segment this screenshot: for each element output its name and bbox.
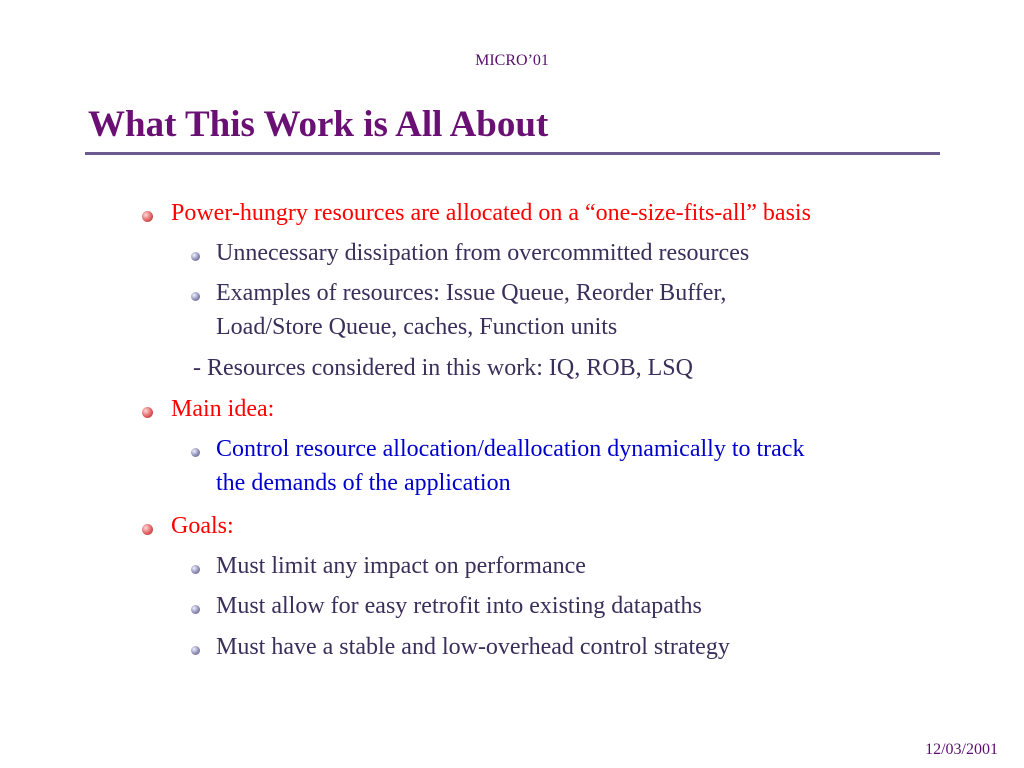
sub-bullet-icon bbox=[191, 292, 200, 301]
resources-considered-note: - Resources considered in this work: IQ, ROB, LSQ bbox=[193, 355, 693, 381]
bullet-goals: Goals: bbox=[171, 513, 234, 539]
sub-bullet-icon bbox=[191, 646, 200, 655]
bullet-limit-impact: Must limit any impact on performance bbox=[216, 553, 586, 579]
sub-bullet-icon bbox=[191, 252, 200, 261]
bullet-power-hungry: Power-hungry resources are allocated on a “one-size-fits-all” basis bbox=[171, 200, 811, 226]
bullet-unnecessary-dissipation: Unnecessary dissipation from overcommitted resources bbox=[216, 240, 750, 266]
sub-bullet-icon bbox=[191, 448, 200, 457]
sub-bullet-icon bbox=[191, 605, 200, 614]
bullet-icon bbox=[142, 211, 153, 222]
bullet-examples-of-resources bbox=[216, 276, 726, 344]
sub-bullet-icon bbox=[191, 565, 200, 574]
slide-header: MICRO’01 bbox=[475, 52, 549, 69]
bullet-control-resource bbox=[216, 432, 804, 500]
bullet-control-line2: the demands of the application bbox=[216, 470, 511, 496]
slide-title: What This Work is All About bbox=[88, 104, 549, 145]
bullet-icon bbox=[142, 524, 153, 535]
bullet-examples-line2: Load/Store Queue, caches, Function units bbox=[216, 314, 618, 340]
bullet-examples-line1: Examples of resources: Issue Queue, Reorder Buffer, bbox=[216, 280, 727, 306]
bullet-control-line1: Control resource allocation/deallocation dynamically to track bbox=[216, 436, 805, 462]
bullet-icon bbox=[142, 407, 153, 418]
bullet-stable-control: Must have a stable and low-overhead control strategy bbox=[216, 634, 730, 660]
slide-date: 12/03/2001 bbox=[925, 741, 998, 758]
bullet-main-idea: Main idea: bbox=[171, 396, 275, 422]
bullet-easy-retrofit: Must allow for easy retrofit into existing datapaths bbox=[216, 593, 702, 619]
title-divider bbox=[85, 152, 940, 155]
